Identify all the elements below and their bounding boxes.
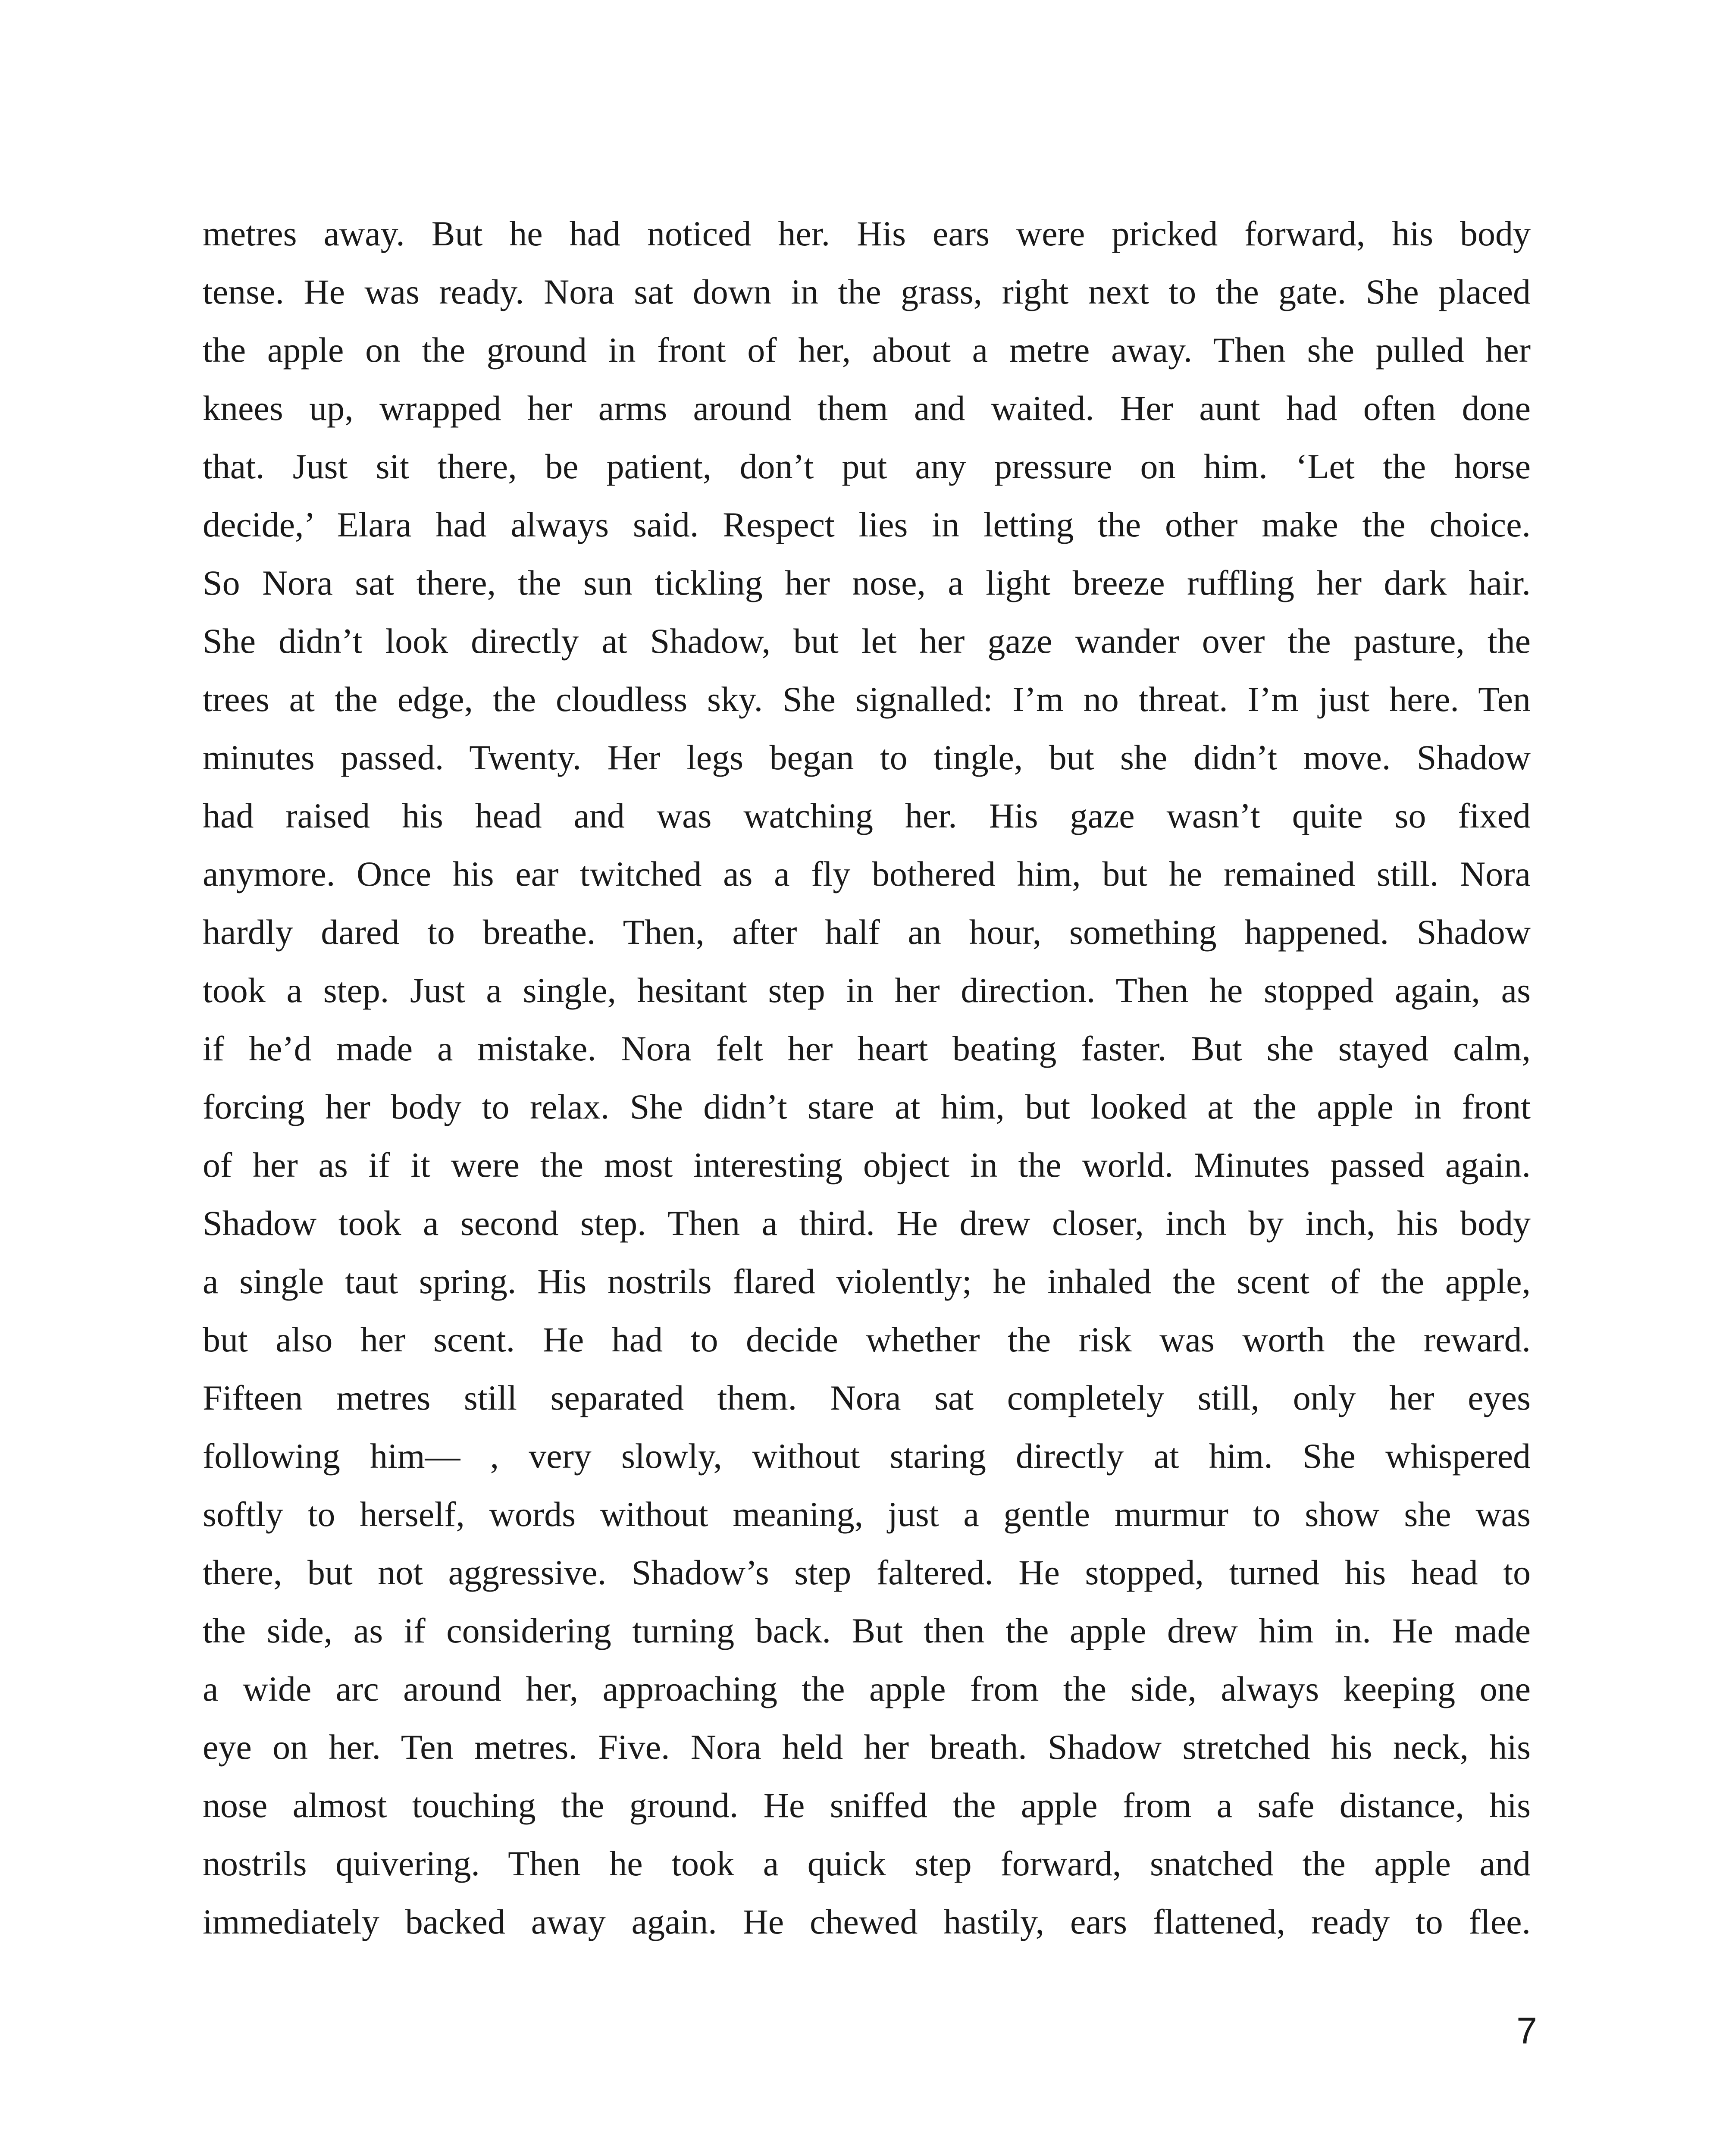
text-line: metres away. But he had noticed her. His ears were pricked forward, his body <box>203 214 1531 253</box>
text-line: a wide arc around her, approaching the apple from the side, always keeping one <box>203 1669 1531 1708</box>
text-line: knees up, wrapped her arms around them and waited. Her aunt had often done <box>203 389 1531 428</box>
text-line: a single taut spring. His nostrils flared violently; he inhaled the scent of the apple, <box>203 1262 1531 1301</box>
text-line: but also her scent. He had to decide whether the risk was worth the reward. <box>203 1320 1531 1359</box>
text-line: minutes passed. Twenty. Her legs began to tingle, but she didn’t move. Shadow <box>203 738 1531 777</box>
text-line: softly to herself, words without meaning, just a gentle murmur to show she was <box>203 1495 1531 1534</box>
body-text <box>203 204 1531 1951</box>
text-line: nostrils quivering. Then he took a quick step forward, snatched the apple and <box>203 1844 1531 1883</box>
text-line: hardly dared to breathe. Then, after half an hour, something happened. Shadow <box>203 912 1531 952</box>
text-line: Fifteen metres still separated them. Nora sat completely still, only her eyes <box>203 1378 1531 1417</box>
text-line: tense. He was ready. Nora sat down in the grass, right next to the gate. She placed <box>203 272 1531 311</box>
text-line: anymore. Once his ear twitched as a fly bothered him, but he remained still. Nora <box>203 854 1531 893</box>
text-line: that. Just sit there, be patient, don’t put any pressure on him. ‘Let the horse <box>203 447 1531 486</box>
text-line: took a step. Just a single, hesitant step in her direction. Then he stopped again, as <box>203 971 1531 1010</box>
text-line: of her as if it were the most interesting object in the world. Minutes passed again. <box>203 1145 1531 1185</box>
text-line: the apple on the ground in front of her, about a metre away. Then she pulled her <box>203 330 1531 370</box>
text-line: forcing her body to relax. She didn’t stare at him, but looked at the apple in front <box>203 1087 1531 1126</box>
text-line: immediately backed away again. He chewed hastily, ears flattened, ready to flee. <box>203 1902 1531 1941</box>
text-line: She didn’t look directly at Shadow, but let her gaze wander over the pasture, the <box>203 621 1531 661</box>
text-line: following him— , very slowly, without staring directly at him. She whispered <box>203 1436 1531 1476</box>
text-line: there, but not aggressive. Shadow’s step faltered. He stopped, turned his head to <box>203 1553 1531 1592</box>
text-line: nose almost touching the ground. He sniffed the apple from a safe distance, his <box>203 1786 1531 1825</box>
text-line: had raised his head and was watching her. His gaze wasn’t quite so fixed <box>203 796 1531 835</box>
text-line: Shadow took a second step. Then a third. He drew closer, inch by inch, his body <box>203 1203 1531 1243</box>
text-line: if he’d made a mistake. Nora felt her heart beating faster. But she stayed calm, <box>203 1029 1531 1068</box>
text-line: decide,’ Elara had always said. Respect lies in letting the other make the choice. <box>203 505 1531 544</box>
text-line: the side, as if considering turning back. But then the apple drew him in. He made <box>203 1611 1531 1650</box>
text-line: trees at the edge, the cloudless sky. She signalled: I’m no threat. I’m just here. Ten <box>203 680 1531 719</box>
text-line: So Nora sat there, the sun tickling her nose, a light breeze ruffling her dark hair. <box>203 563 1531 602</box>
page-number: 7 <box>1516 2010 1537 2052</box>
text-line: eye on her. Ten metres. Five. Nora held her breath. Shadow stretched his neck, his <box>203 1727 1531 1767</box>
